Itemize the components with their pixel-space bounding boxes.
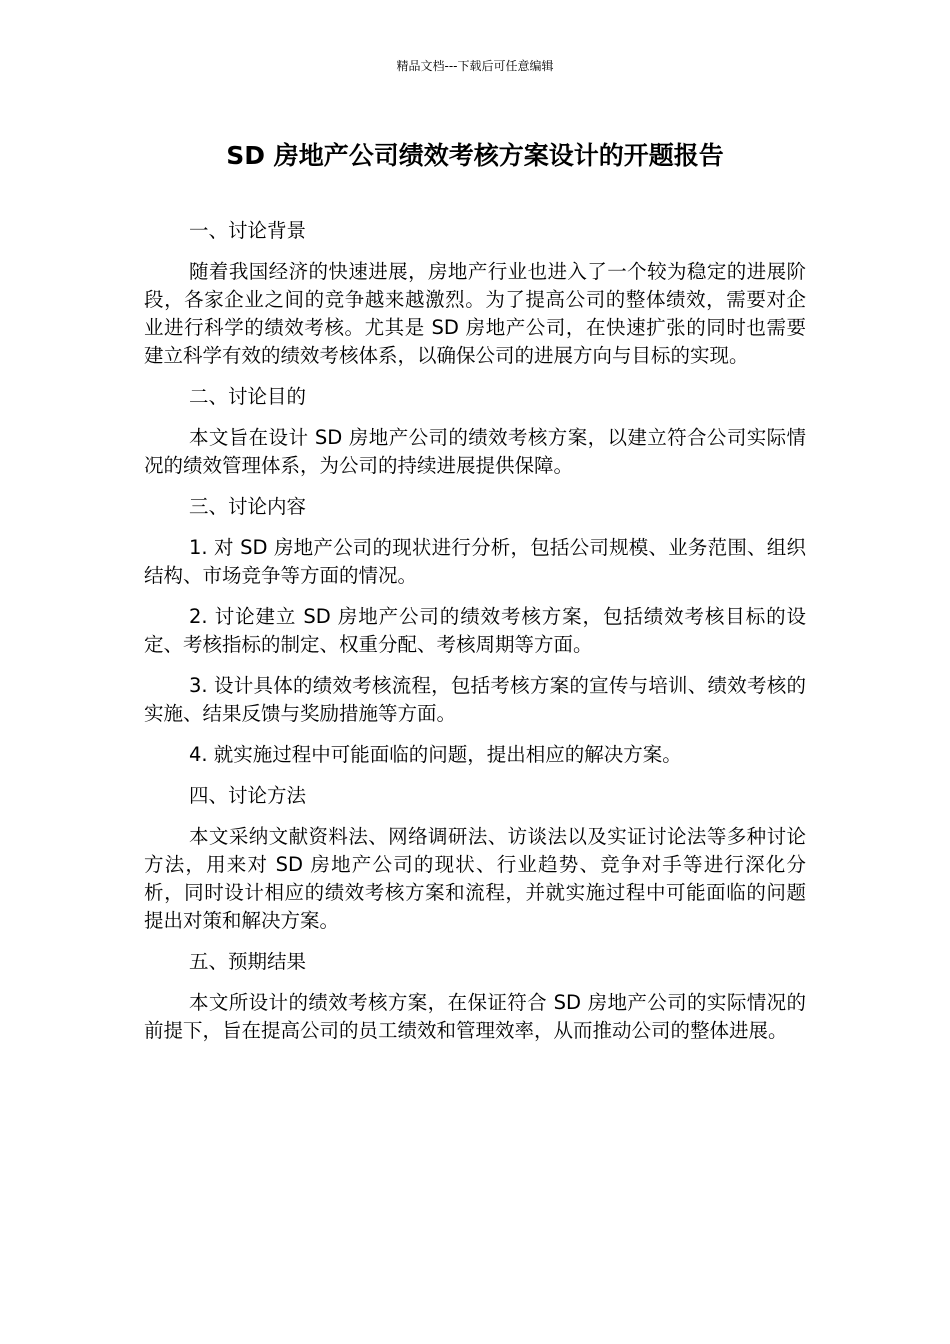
section-heading-content: 三、讨论内容: [189, 495, 307, 518]
content-list-item-1: 1. 对 SD 房地产公司的现状进行分析，包括公司规模、业务范围、组织结构、市场竞争等方面的情况。: [144, 536, 806, 587]
section-paragraph-expected-results: 本文所设计的绩效考核方案，在保证符合 SD 房地产公司的实际情况的前提下，旨在提高公司的员工绩效和管理效率，从而推动公司的整体进展。: [144, 991, 806, 1042]
section-paragraph-method: 本文采纳文献资料法、网络调研法、访谈法以及实证讨论法等多种讨论方法，用来对 SD 房地产公司的现状、行业趋势、竞争对手等进行深化分析，同时设计相应的绩效考核方案和流程，并就实施过程中可能面临的问题提出对策和解决方案。: [144, 825, 806, 932]
section-paragraph-background: 随着我国经济的快速进展，房地产行业也进入了一个较为稳定的进展阶段，各家企业之间的竞争越来越激烈。为了提高公司的整体绩效，需要对企业进行科学的绩效考核。尤其是 SD 房地产公司，在快速扩张的同时也需要建立科学有效的绩效考核体系，以确保公司的进展方向与目标的实现。: [144, 260, 806, 367]
section-heading-purpose: 二、讨论目的: [189, 385, 307, 408]
section-heading-method: 四、讨论方法: [189, 784, 307, 807]
document-title: SD 房地产公司绩效考核方案设计的开题报告: [226, 141, 724, 170]
section-paragraph-purpose: 本文旨在设计 SD 房地产公司的绩效考核方案，以建立符合公司实际情况的绩效管理体系，为公司的持续进展提供保障。: [144, 426, 806, 477]
content-list-item-2: 2. 讨论建立 SD 房地产公司的绩效考核方案，包括绩效考核目标的设定、考核指标的制定、权重分配、考核周期等方面。: [144, 605, 806, 656]
section-heading-background: 一、讨论背景: [189, 219, 307, 242]
section-heading-expected-results: 五、预期结果: [189, 950, 307, 973]
document-body: [144, 217, 806, 1058]
page-header-note: 精品文档---下载后可任意编辑: [396, 59, 554, 73]
content-list-item-4: 4. 就实施过程中可能面临的问题，提出相应的解决方案。: [189, 743, 682, 766]
content-list-item-3: 3. 设计具体的绩效考核流程，包括考核方案的宣传与培训、绩效考核的实施、结果反馈与奖励措施等方面。: [144, 674, 806, 725]
